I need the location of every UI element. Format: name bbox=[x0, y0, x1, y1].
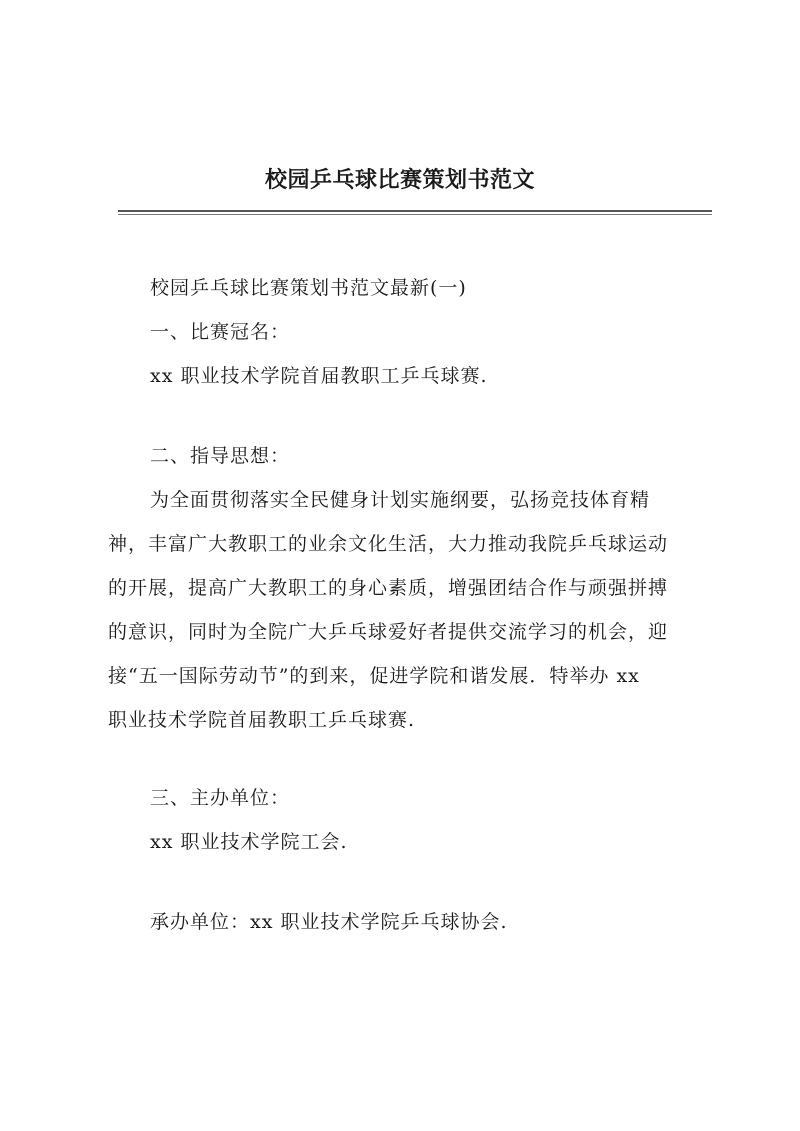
section-heading-organizer: 三、主办单位： bbox=[150, 787, 291, 809]
paragraph-line: xx 职业技术学院首届教职工乒乓球赛. bbox=[150, 365, 488, 387]
paragraph-line: 为全面贯彻落实全民健身计划实施纲要，弘扬竞技体育精 bbox=[150, 489, 651, 511]
title-divider bbox=[118, 210, 712, 212]
paragraph-line: 神，丰富广大教职工的业余文化生活，大力推动我院乒乓球运动 bbox=[108, 533, 669, 555]
section-heading-guiding-idea: 二、指导思想： bbox=[150, 445, 291, 467]
section-heading-naming: 一、比赛冠名： bbox=[150, 321, 291, 343]
paragraph-line: 的意识，同时为全院广大乒乓球爱好者提供交流学习的机会，迎 bbox=[108, 621, 669, 643]
paragraph-line: 职业技术学院首届教职工乒乓球赛. bbox=[108, 709, 416, 731]
paragraph-line: 接“五一国际劳动节”的到来，促进学院和谐发展．特举办 xx bbox=[108, 665, 640, 687]
paragraph-line: xx 职业技术学院工会. bbox=[150, 831, 348, 853]
document-title: 校园乒乓球比赛策划书范文 bbox=[264, 167, 535, 193]
paragraph-line: 承办单位：xx 职业技术学院乒乓球协会. bbox=[150, 911, 508, 933]
subtitle-line: 校园乒乓球比赛策划书范文最新(一) bbox=[150, 277, 467, 299]
title-divider-thin bbox=[118, 214, 712, 215]
paragraph-line: 的开展，提高广大教职工的身心素质，增强团结合作与顽强拼搏 bbox=[108, 577, 669, 599]
